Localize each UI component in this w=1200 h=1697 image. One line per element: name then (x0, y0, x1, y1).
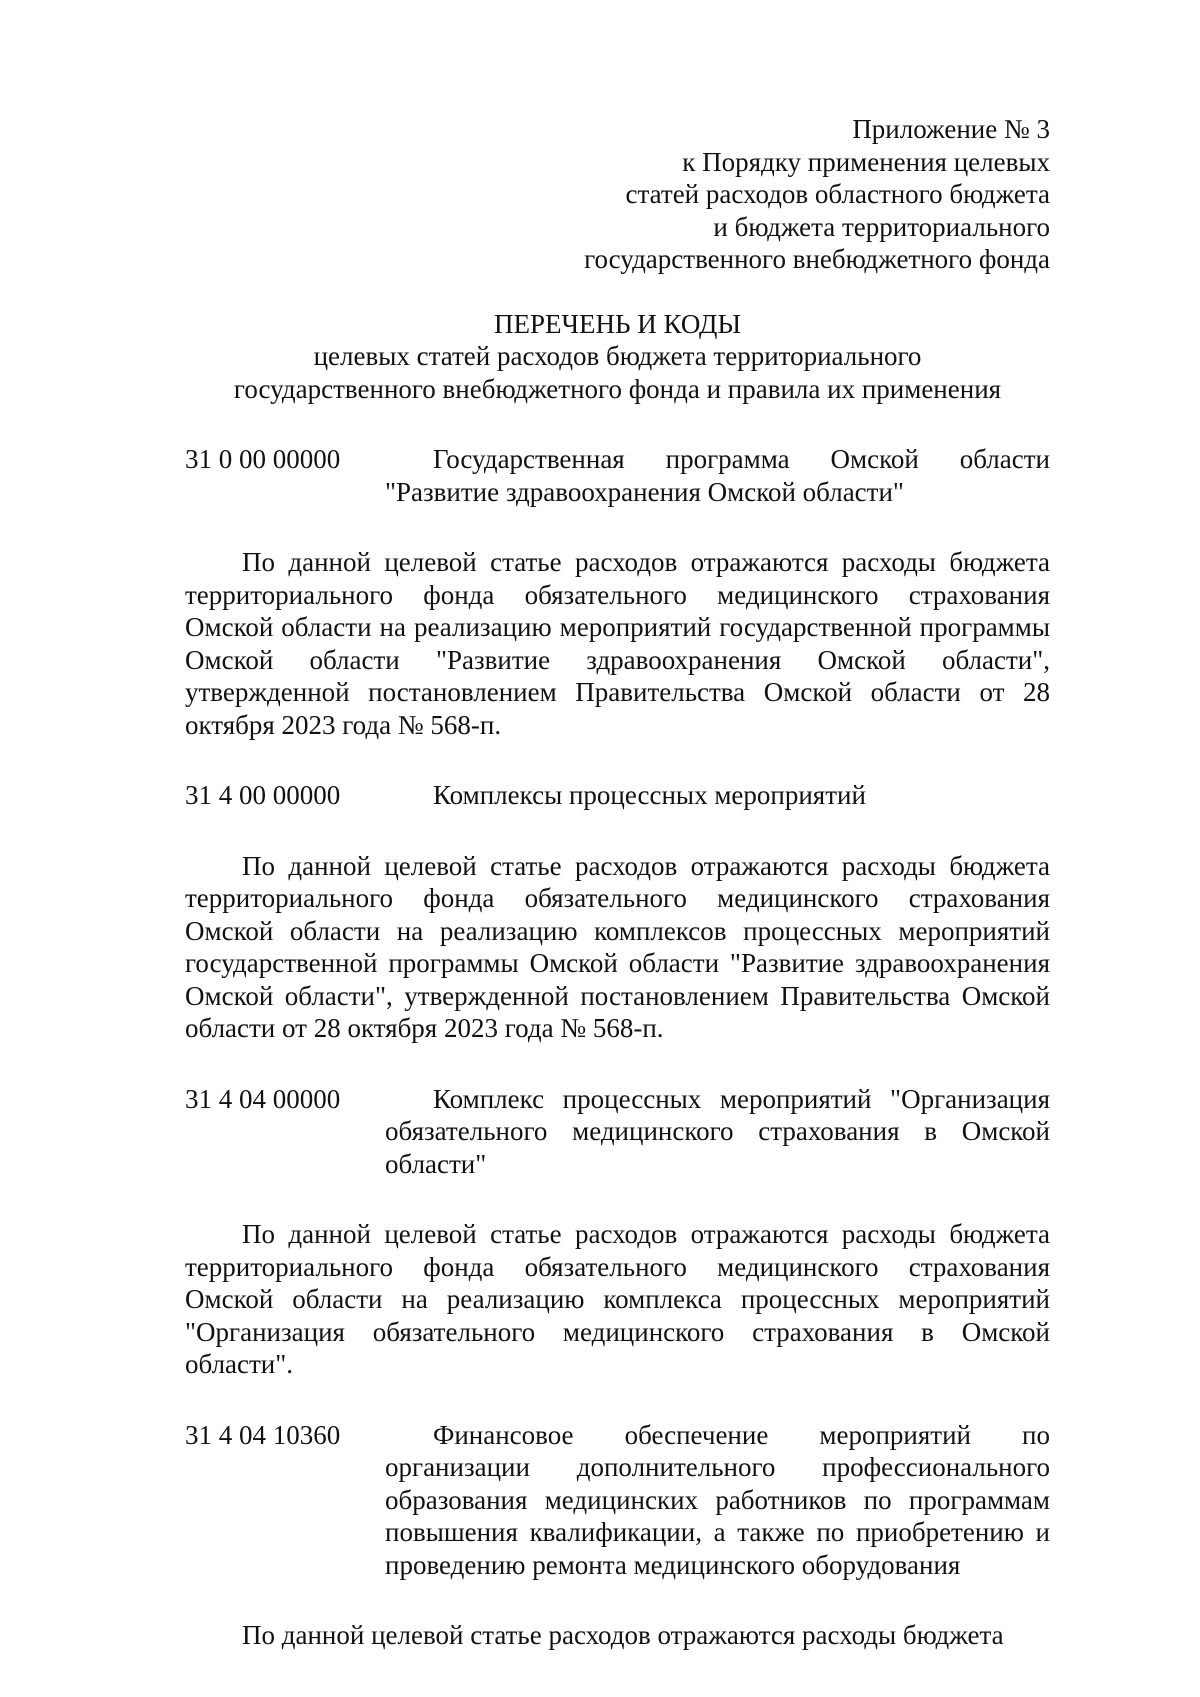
entry-description: По данной целевой статье расходов отражаются расходы бюджета (242, 1620, 1004, 1650)
entry-name: Финансовое обеспечение мероприятий по организации дополнительного профессионального образования медицинских работников по программам повышения квалификации, а также по приобретению и проведению ремонта медицинского оборудования (385, 1419, 1050, 1580)
entry-31-4-00-00000 (185, 779, 1050, 812)
appendix-line: Приложение № 3 (852, 114, 1050, 144)
entry-31-4-04-00000 (185, 1083, 1050, 1181)
title-subtitle-line: государственного внебюджетного фонда и правила их применения (233, 373, 1002, 404)
entry-code: 31 4 04 00000 (185, 1083, 341, 1114)
entry-description-text: По данной целевой статье расходов отражаются расходы бюджета территориального фонда обязательного медицинского страхования Омской области на реализацию мероприятий государственной программы Омской области "Развитие здравоохранения Омской области", утвержденной постановлением Правительства Омской области от 28 октября 2023 года (185, 547, 1050, 740)
entry-description: По данной целевой статье расходов отражаются расходы бюджета территориального фонда обязательного медицинского страхования Омской области на реализацию комплексов процессных мероприятий государственной программы Омской области "Развитие здравоохранения Омской области", утвержденной постановлением Правительства Омской области от 28 октября 2023 года № 568-п. (185, 850, 1050, 1043)
entry-description (185, 546, 1050, 741)
entry-code: 31 4 00 00000 (185, 780, 341, 810)
title-subtitle-line: целевых статей расходов бюджета территориального (313, 341, 922, 371)
document-title (185, 308, 1050, 406)
entry-name: Комплекс процессных мероприятий "Организация обязательного медицинского страхования в Омской области" (385, 1083, 1050, 1179)
entry-code: 31 4 04 10360 (185, 1419, 341, 1450)
appendix-line: государственного внебюджетного фонда (584, 244, 1050, 274)
entry-description-end: № 568-п. (397, 709, 502, 740)
entry-31-0-00-00000 (185, 443, 1050, 508)
title-heading: ПЕРЕЧЕНЬ И КОДЫ (494, 308, 741, 339)
appendix-header (185, 0, 1050, 276)
entry-description: По данной целевой статье расходов отражаются расходы бюджета территориального фонда обязательного медицинского страхования Омской области на реализацию комплекса процессных мероприятий "Организация обязательного медицинского страхования в Омской области". (185, 1219, 1050, 1379)
entry-31-4-04-10360 (185, 1419, 1050, 1582)
entry-code: 31 0 00 00000 (185, 444, 341, 474)
appendix-line: статей расходов областного бюджета (625, 179, 1050, 209)
appendix-line: и бюджета территориального (713, 211, 1050, 242)
appendix-line: к Порядку применения целевых (682, 146, 1050, 177)
entry-name: Государственная программа Омской области "Развитие здравоохранения Омской области" (385, 444, 1050, 507)
entry-name: Комплексы процессных мероприятий (433, 780, 866, 810)
